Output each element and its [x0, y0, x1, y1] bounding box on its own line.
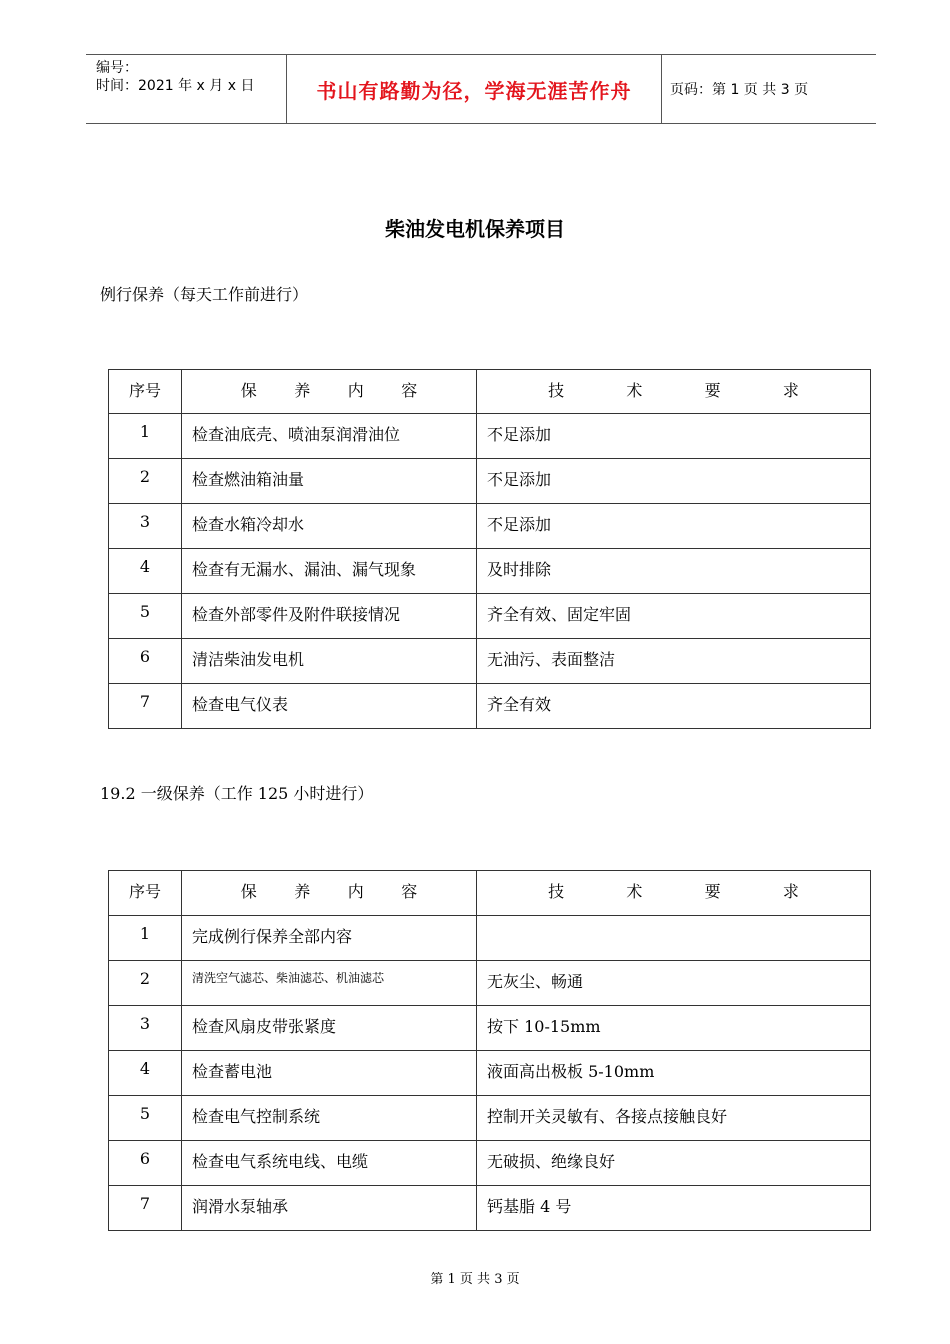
- document-title: 柴油发电机保养项目: [385, 217, 565, 241]
- cell-requirement: 无破损、绝缘良好: [477, 1141, 871, 1186]
- col-header-no: 序号: [109, 370, 182, 414]
- table-row: [109, 1006, 871, 1051]
- table-row: [109, 459, 871, 504]
- cell-requirement: 不足添加: [477, 414, 871, 459]
- col-header-no: 序号: [109, 871, 182, 916]
- cell-no: 3: [109, 504, 182, 549]
- cell-no: 3: [109, 1006, 182, 1051]
- table-row: [109, 916, 871, 961]
- cell-requirement: 不足添加: [477, 459, 871, 504]
- page-footer: 第 1 页 共 3 页: [430, 1272, 520, 1287]
- section2-heading: 19.2 一级保养（工作 125 小时进行）: [100, 784, 374, 803]
- time-label: 时间：2021 年 x 月 x 日: [96, 78, 255, 94]
- cell-requirement: 及时排除: [477, 549, 871, 594]
- col-header-req: 技 术 要 求: [477, 871, 871, 916]
- table-row: [109, 639, 871, 684]
- table-row: [109, 1051, 871, 1096]
- table-row: [109, 1186, 871, 1231]
- level1-maintenance-table: [108, 870, 871, 1231]
- motto: 书山有路勤为径，学海无涯苦作舟: [286, 55, 662, 123]
- cell-no: 2: [109, 459, 182, 504]
- cell-no: 4: [109, 549, 182, 594]
- cell-requirement: 液面高出极板 5-10mm: [477, 1051, 871, 1096]
- cell-content: 检查电气仪表: [182, 684, 477, 729]
- table-row: [109, 684, 871, 729]
- cell-content: 检查风扇皮带张紧度: [182, 1006, 477, 1051]
- table-row: [109, 549, 871, 594]
- cell-no: 1: [109, 414, 182, 459]
- table-header-row: [109, 871, 871, 916]
- page-label: 页码：第 1 页 共 3 页: [670, 82, 809, 98]
- cell-requirement: 无灰尘、畅通: [477, 961, 871, 1006]
- cell-requirement: 钙基脂 4 号: [477, 1186, 871, 1231]
- cell-requirement: 控制开关灵敏有、各接点接触良好: [477, 1096, 871, 1141]
- cell-content: 检查电气系统电线、电缆: [182, 1141, 477, 1186]
- cell-no: 7: [109, 1186, 182, 1231]
- number-label: 编号：: [96, 60, 138, 76]
- cell-requirement: 齐全有效、固定牢固: [477, 594, 871, 639]
- cell-content: 检查外部零件及附件联接情况: [182, 594, 477, 639]
- page-header: [86, 54, 876, 124]
- table-row: [109, 1096, 871, 1141]
- table-row: [109, 1141, 871, 1186]
- cell-content: 检查蓄电池: [182, 1051, 477, 1096]
- cell-content: 完成例行保养全部内容: [182, 916, 477, 961]
- cell-no: 7: [109, 684, 182, 729]
- cell-content: 清洗空气滤芯、柴油滤芯、机油滤芯: [182, 961, 477, 1006]
- table-row: [109, 504, 871, 549]
- cell-content: 检查水箱冷却水: [182, 504, 477, 549]
- cell-requirement: [477, 916, 871, 961]
- cell-no: 4: [109, 1051, 182, 1096]
- cell-requirement: 无油污、表面整洁: [477, 639, 871, 684]
- routine-maintenance-table: [108, 369, 871, 729]
- cell-requirement: 不足添加: [477, 504, 871, 549]
- cell-no: 1: [109, 916, 182, 961]
- cell-no: 6: [109, 639, 182, 684]
- table-row: [109, 961, 871, 1006]
- col-header-req: 技 术 要 求: [477, 370, 871, 414]
- table-header-row: [109, 370, 871, 414]
- cell-requirement: 齐全有效: [477, 684, 871, 729]
- cell-no: 5: [109, 594, 182, 639]
- section1-heading: 例行保养（每天工作前进行）: [100, 285, 309, 304]
- cell-content: 检查电气控制系统: [182, 1096, 477, 1141]
- cell-content: 检查油底壳、喷油泵润滑油位: [182, 414, 477, 459]
- table-row: [109, 414, 871, 459]
- header-left: [96, 59, 254, 95]
- cell-content: 润滑水泵轴承: [182, 1186, 477, 1231]
- col-header-content: 保 养 内 容: [182, 370, 477, 414]
- cell-no: 6: [109, 1141, 182, 1186]
- cell-no: 2: [109, 961, 182, 1006]
- cell-no: 5: [109, 1096, 182, 1141]
- col-header-content: 保 养 内 容: [182, 871, 477, 916]
- cell-requirement: 按下 10-15mm: [477, 1006, 871, 1051]
- cell-content: 清洁柴油发电机: [182, 639, 477, 684]
- cell-content: 检查有无漏水、漏油、漏气现象: [182, 549, 477, 594]
- table-row: [109, 594, 871, 639]
- cell-content: 检查燃油箱油量: [182, 459, 477, 504]
